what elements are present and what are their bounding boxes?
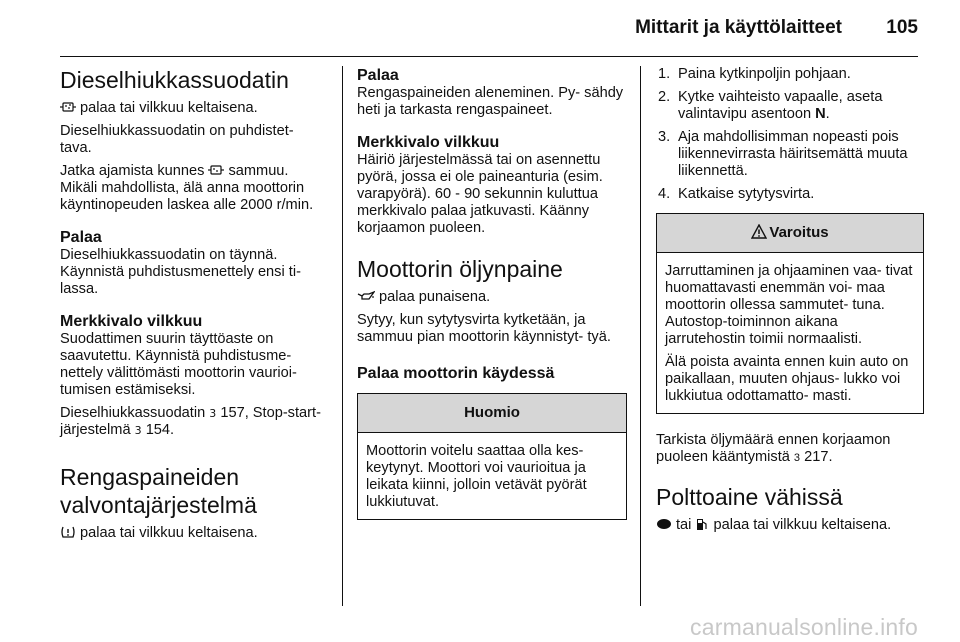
subheading-running: Palaa moottorin käydessä (357, 365, 555, 382)
tpms-indicator-text: palaa tai vilkkuu keltaisena. (80, 525, 258, 541)
oil-can-icon (357, 289, 375, 303)
oil-indicator-text: palaa punaisena. (379, 289, 491, 305)
dpf-indicator-text: palaa tai vilkkuu keltaisena. (80, 100, 258, 116)
fuel-pump-icon (695, 517, 709, 531)
column-middle (357, 66, 627, 520)
reference-arrow-icon: 3 (134, 424, 142, 437)
section-heading-fuel: Polttoaine vähissä (656, 484, 843, 510)
page-header (0, 0, 960, 58)
paragraph: Häiriö järjestelmässä tai on asennettu pyörä, jossa ei ole paineanturia (esim. varapyörä). 60 - 90 sekunnin kuluttua merkkivalo palaa jatkuvasti. Käänny korjaamon puoleen. (357, 152, 603, 236)
header-title: Mittarit ja käyttölaitteet (635, 17, 842, 38)
section-heading-dpf: Dieselhiukkassuodatin (60, 67, 289, 93)
subheading-flashing: Merkkivalo vilkkuu (357, 134, 500, 151)
reference-arrow-icon: 3 (209, 407, 217, 420)
paragraph: Sytyy, kun sytytysvirta kytketään, ja sammuu pian moottorin käynnistyt- tyä. (357, 312, 611, 345)
warning-text: Älä poista avainta ennen kuin auto on paikallaan, muuten ohjaus- lukko voi lukkiutua odottamatto- masti. (665, 354, 909, 404)
column-divider (342, 66, 343, 606)
list-item: 3. Aja mahdollisimman nopeasti pois liikennevirrasta häiritsemättä muuta liikennettä. (658, 129, 908, 179)
section-heading-tpms: Rengaspaineiden valvontajärjestelmä (60, 464, 257, 518)
paragraph: Jatka ajamista kunnes (60, 163, 205, 179)
cross-reference: 157, Stop-start-järjestelmä (60, 405, 321, 438)
cross-reference: 154. (145, 422, 175, 438)
fuel-indicator-text: palaa tai vilkkuu keltaisena. (713, 517, 892, 533)
section-heading-oil-pressure: Moottorin öljynpaine (357, 256, 563, 282)
paragraph: tai (676, 517, 692, 533)
list-item: 2. Kytke vaihteisto vapaalle, aseta valintavipu asentoon N. (658, 89, 883, 122)
watermark: carmanualsonline.info (690, 614, 918, 640)
subheading-flashing: Merkkivalo vilkkuu (60, 313, 203, 330)
paragraph: sammuu. Mikäli mahdollista, älä anna moottorin käyntinopeuden laskea alle 2000 r/min. (60, 163, 314, 213)
list-item: 4. Katkaise sytytysvirta. (658, 186, 815, 202)
warning-title: Varoitus (769, 224, 829, 241)
header-divider (60, 56, 918, 57)
column-left (60, 66, 328, 542)
paragraph: Suodattimen suurin täyttöaste on saavutettu. Käynnistä puhdistusme- nettely välittömästi moottorin vaurioi- tumisen estämiseksi. (60, 331, 297, 398)
note-box (357, 393, 627, 520)
list-item: 1. Paina kytkinpoljin pohjaan. (658, 66, 851, 82)
dpf-filter-icon (208, 163, 224, 177)
fuel-indicator-dot-icon (656, 517, 672, 531)
steps-list (656, 66, 924, 203)
paragraph: Tarkista öljymäärä ennen korjaamon puoleen kääntymistä (656, 432, 891, 465)
subheading-on: Palaa (357, 67, 399, 84)
warning-box (656, 213, 924, 414)
page-number: 105 (886, 17, 918, 38)
paragraph: Rengaspaineiden aleneminen. Py- sähdy heti ja tarkasta rengaspaineet. (357, 85, 624, 118)
paragraph: Dieselhiukkassuodatin on puhdistet- tava. (60, 123, 294, 156)
subheading-on: Palaa (60, 229, 102, 246)
warning-header (657, 214, 923, 253)
reference-arrow-icon: 3 (793, 452, 801, 464)
dpf-filter-icon (60, 100, 76, 114)
warning-text: Jarruttaminen ja ohjaaminen vaa- tivat huomattavasti enemmän voi- maa moottorin ollessa sammutet- tuna. Autostop-toiminnon aikana jarrutehostin toimii normaalisti. (665, 263, 913, 347)
warning-triangle-icon (751, 224, 767, 239)
column-divider (640, 66, 641, 606)
cross-reference: 217. (804, 449, 833, 465)
column-right (656, 66, 924, 534)
note-title: Huomio (358, 394, 626, 433)
tire-pressure-icon (60, 525, 76, 539)
cross-reference: Dieselhiukkassuodatin (60, 405, 206, 421)
note-text: Moottorin voitelu saattaa olla kes- keytynyt. Moottori voi vaurioitua ja leikata kiinni, jolloin vetävät pyörät lukkiutuvat. (366, 443, 587, 510)
paragraph: Dieselhiukkassuodatin on täynnä. Käynnistä puhdistusmenettely ensi ti- lassa. (60, 247, 301, 297)
